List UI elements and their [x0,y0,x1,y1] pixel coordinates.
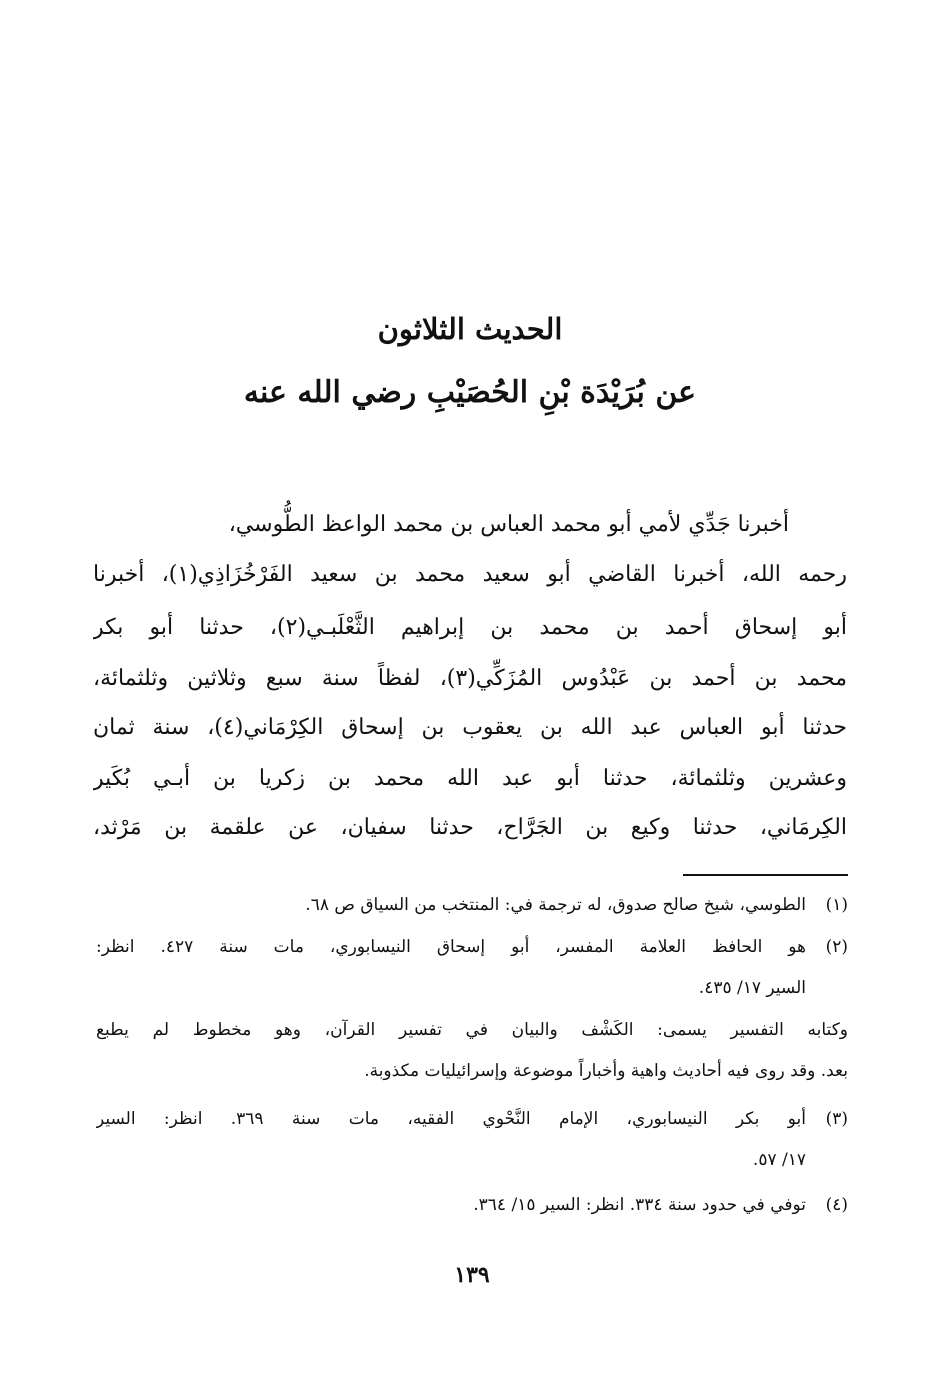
footnote-text: هو الحافظ العلامة المفسر، أبو إسحاق النيسابوري، مات سنة ٤٢٧. انظر: [96,937,806,957]
footnote-number: (١) [825,895,848,915]
body-line: الكِرمَاني، حدثنا وكيع بن الجَرَّاح، حدثنا سفيان، عن علقمة بن مَرْثد، [93,815,847,840]
footnote-number: (٤) [825,1195,848,1215]
body-line: محمد بن أحمد بن عَبْدُوس المُزَكِّي(٣)، لفظاً سنة سبع وثلاثين وثلثمائة، [93,666,847,691]
hadith-subtitle: عن بُرَيْدَة بْنِ الحُصَيْبِ رضي الله عنه [243,375,697,410]
footnote-separator [683,874,848,876]
body-line: حدثنا أبو العباس عبد الله بن يعقوب بن إسحاق الكِرْمَاني(٤)، سنة ثمان [93,715,847,740]
body-line: وعشرين وثلثمائة، حدثنا أبو عبد الله محمد بن زكريا بن أبـي بُكَير [93,766,847,791]
footnote-number: (٣) [825,1109,848,1129]
footnote-text: السير ١٧/ ٤٣٥. [698,978,806,998]
page-number: ١٣٩ [454,1262,490,1288]
footnote-text: أبو بكر النيسابوري، الإمام النَّحْوي الفقيه، مات سنة ٣٦٩. انظر: السير [96,1109,806,1129]
body-line: أخبرنا جَدِّي لأمي أبو محمد العباس بن محمد الواعظ الطُّوسي، [228,512,789,537]
footnote-text: الطوسي، شيخ صالح صدوق، له ترجمة في: المنتخب من السياق ص ٦٨. [305,895,806,915]
footnote-text: بعد. وقد روى فيه أحاديث واهية وأخباراً موضوعة وإسرائيليات مكذوبة. [364,1061,848,1081]
hadith-title: الحديث الثلاثون [377,312,563,346]
footnote-text: ١٧/ ٥٧. [752,1150,806,1170]
body-line: أبو إسحاق أحمد بن محمد بن إبراهيم الثَّعْلَبـي(٢)، حدثنا أبو بكر [93,615,847,640]
footnote-text: وكتابه التفسير يسمى: الكَشْف والبيان في تفسير القرآن، وهو مخطوط لم يطبع [96,1020,848,1040]
footnote-number: (٢) [825,937,848,957]
footnote-text: توفي في حدود سنة ٣٣٤. انظر: السير ١٥/ ٣٦٤. [473,1195,806,1215]
body-line: رحمه الله، أخبرنا القاضي أبو سعيد محمد بن سعيد الفَرْخُزَاذِي(١)، أخبرنا [93,562,847,587]
